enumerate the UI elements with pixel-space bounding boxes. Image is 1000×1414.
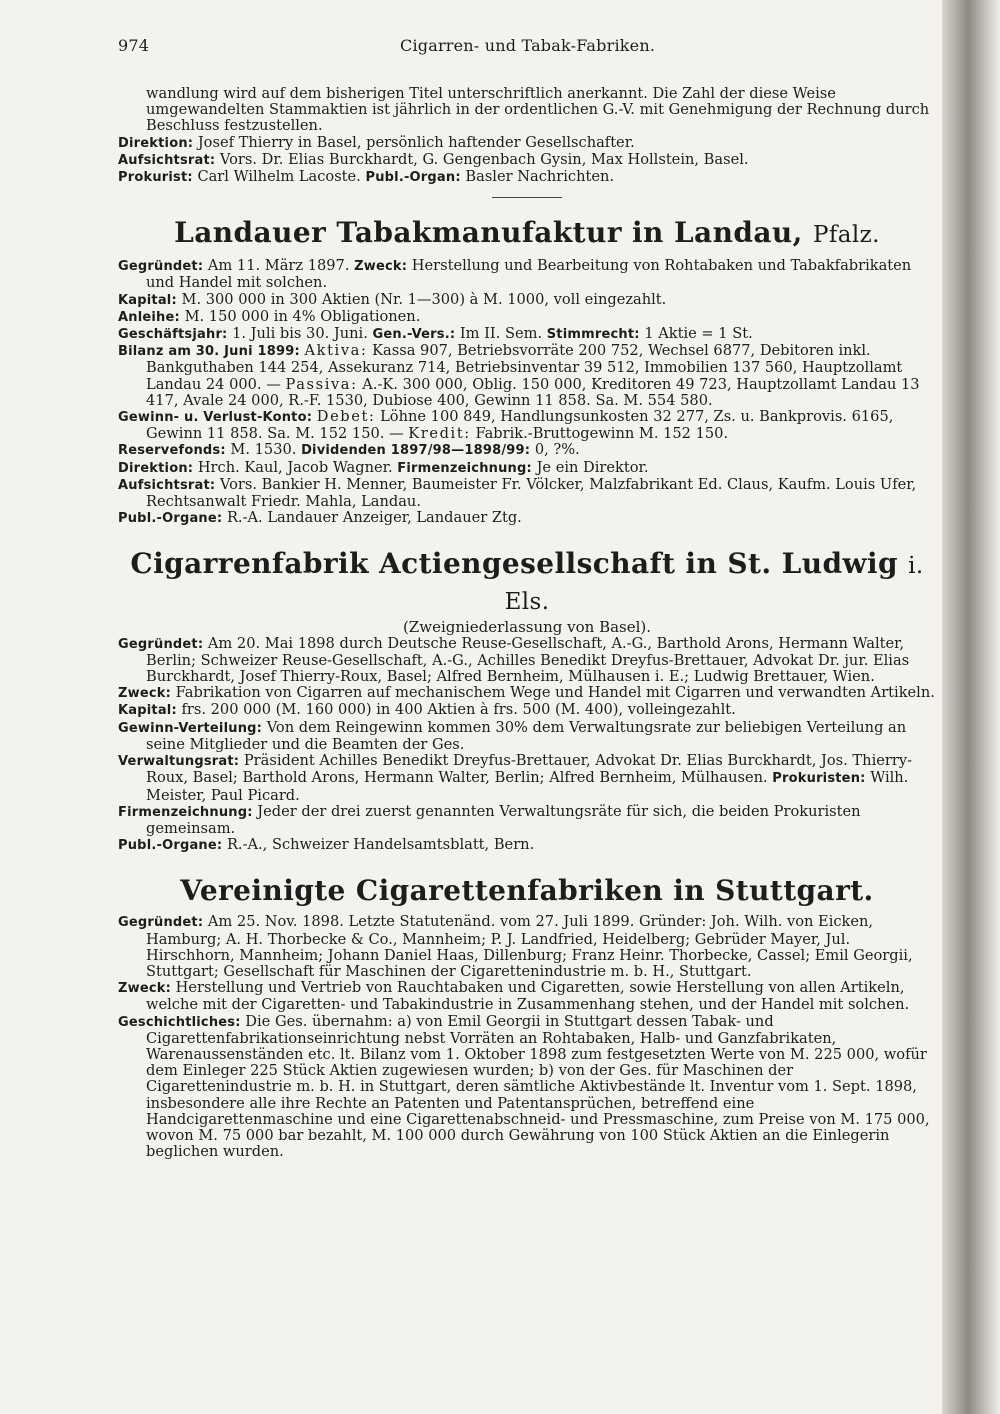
field-label: Prokuristen: xyxy=(772,771,866,787)
field-value: Am 11. März 1897. xyxy=(207,257,350,275)
section-spacer xyxy=(118,527,936,547)
field-label: Anleihe: xyxy=(118,309,180,325)
ludwig-zweck xyxy=(118,685,936,702)
field-label: Publ.-Organ: xyxy=(365,170,461,186)
field-value: 1. Juli bis 30. Juni. xyxy=(232,325,368,343)
field-value: Jeder der drei zuerst genannten Verwaltungsräte für sich, die beiden Prokuristen gemeinsam. xyxy=(146,802,861,837)
field-value: frs. 200 000 (M. 160 000) in 400 Aktien à frs. 500 (M. 400), volleingezahlt. xyxy=(181,701,736,719)
landau-aufsichtsrat xyxy=(118,477,936,510)
entry-title-text: Landauer Tabakmanufaktur in Landau, xyxy=(174,216,803,250)
field-value: Herstellung und Bearbeitung von Rohtabaken und Tabakfabrikaten und Handel mit solchen. xyxy=(146,257,912,292)
field-label: Stimmrecht: xyxy=(546,327,640,343)
field-label: Gegründet: xyxy=(118,636,204,652)
field-value: Wilh. Meister, Paul Picard. xyxy=(146,769,909,804)
entry-landau xyxy=(118,216,936,527)
field-value: Je ein Direktor. xyxy=(536,458,649,476)
field-label: Prokurist: xyxy=(118,170,193,186)
field-label: Geschichtliches: xyxy=(118,1014,241,1030)
field-label: Reservefonds: xyxy=(118,443,226,459)
entry-title-text: Cigarrenfabrik Actiengesellschaft in St. Ludwig xyxy=(130,547,898,581)
field-label: Gegründet: xyxy=(118,915,204,931)
field-label: Aufsichtsrat: xyxy=(118,477,216,493)
running-header xyxy=(118,36,938,60)
field-value: Herstellung und Vertrieb von Rauchtabaken und Cigaretten, sowie Herstellung von allen Artikeln, welche mit der Cigaretten- und Tabakindustrie in Zusammenhang stehen, und der Handel mit solchen. xyxy=(146,979,910,1014)
field-label: Zweck: xyxy=(118,981,172,997)
field-value: Vors. Dr. Elias Burckhardt, G. Gengenbach Gysin, Max Hollstein, Basel. xyxy=(219,150,749,168)
landau-publ xyxy=(118,510,936,527)
field-label: Firmenzeichnung: xyxy=(397,460,532,476)
passiva-label: Passiva: xyxy=(285,375,358,393)
field-label: Kapital: xyxy=(118,292,177,308)
landau-kapital xyxy=(118,292,936,309)
aktiva-label: Aktiva: xyxy=(304,342,368,360)
field-value: 0, ?%. xyxy=(534,441,580,459)
page-gutter-edge xyxy=(942,0,1000,1414)
ludwig-verwaltungsrat xyxy=(118,753,936,804)
entry-title: Vereinigte Cigarettenfabriken in Stuttgart. xyxy=(180,874,874,908)
field-label: Publ.-Organe: xyxy=(118,511,223,527)
field-value: Von dem Reingewinn kommen 30% dem Verwaltungsrate zur beliebigen Verteilung an seine Mitglieder und die Beamten der Ges. xyxy=(146,718,907,753)
field-label: Zweck: xyxy=(354,259,408,275)
field-value: Präsident Achilles Benedikt Dreyfus-Brettauer, Advokat Dr. Elias Burckhardt, Jos. Thierry-Roux, Basel; Barthold Arons, Hermann Walter, Berlin; Alfred Bernheim, Mülhausen. xyxy=(146,752,912,787)
field-value: Josef Thierry in Basel, persönlich haftender Gesellschafter. xyxy=(197,133,635,151)
ludwig-firmenzeichnung xyxy=(118,804,936,837)
field-value: M. 300 000 in 300 Aktien (Nr. 1—300) à M. 1000, voll eingezahlt. xyxy=(181,290,667,308)
page-number: 974 xyxy=(118,36,150,55)
kredit-label: Kredit: xyxy=(408,425,471,443)
carryover-prokurist xyxy=(118,169,936,186)
entry-ludwig xyxy=(118,547,936,854)
field-value: Im II. Sem. xyxy=(459,325,543,343)
field-value: Basler Nachrichten. xyxy=(465,168,615,186)
field-value: Am 20. Mai 1898 durch Deutsche Reuse-Gesellschaft, A.-G., Barthold Arons, Hermann Walter, Berlin; Schweizer Reuse-Gesellschaft, A.-G., Achilles Benedikt Dreyfus-Brettauer, Advokat Dr. jur. Elias Burckhardt, Josef Thierry-Roux, Basel; Alfred Bernheim, Mülhausen i. E.; Ludwig Brettauer, Wien. xyxy=(146,634,910,686)
field-label: Gewinn-Verteilung: xyxy=(118,720,263,736)
landau-geschaeftsjahr xyxy=(118,326,936,343)
landau-direktion xyxy=(118,460,936,477)
field-label: Verwaltungsrat: xyxy=(118,754,240,770)
field-label: Gewinn- u. Verlust-Konto: xyxy=(118,410,313,426)
field-value: Die Ges. übernahm: a) von Emil Georgii in Stuttgart dessen Tabak- und Cigarettenfabrikationseinrichtung nebst Vorräten an Rohtabaken, Halb- und Ganzfabrikaten, Warenaussenständen etc. lt. Bilanz vom 1. Oktober 1898 zum festgesetzten Werte von M. 225 000, wofür dem Einleger 225 Stück Aktien zugewiesen wurden; b) von der Ges. für Maschinen der Cigarettenindustrie m. b. H. in Stuttgart, deren sämtliche Aktivbestände lt. Inventur vom 1. Sept. 1898, insbesondere alle ihre Rechte an Patenten und Patentansprüchen, betreffend eine Handcigarettenmaschine und eine Cigarettenabschneid- und Pressmaschine, zum Preise von M. 175 000, wovon M. 75 000 bar bezahlt, M. 100 000 durch Gewährung von 100 Stück Aktien an die Einlegerin beglichen wurden. xyxy=(146,1012,930,1161)
field-label: Gegründet: xyxy=(118,259,204,275)
landau-bilanz xyxy=(118,343,936,409)
field-value: Hrch. Kaul, Jacob Wagner. xyxy=(197,458,393,476)
carryover-direktion xyxy=(118,135,936,152)
field-label: Direktion: xyxy=(118,135,194,151)
field-label: Bilanz am 30. Juni 1899: xyxy=(118,344,300,360)
field-value: A.-K. 300 000, Oblig. 150 000, Kreditoren 49 723, Hauptzollamt Landau 13 417, Avale 24 000, R.-F. 1530, Dubiose 400, Gewinn 11 858. Sa. M. 554 580. xyxy=(146,375,920,409)
stuttgart-gegruendet xyxy=(118,914,936,980)
field-value: Vors. Bankier H. Menner, Baumeister Fr. Völcker, Malzfabrikant Ed. Claus, Kaufm. Louis Ufer, Rechtsanwalt Friedr. Mahla, Landau. xyxy=(146,475,917,511)
landau-reserve xyxy=(118,442,936,459)
entry-title-suffix: Pfalz. xyxy=(812,222,880,249)
stuttgart-zweck xyxy=(118,980,936,1013)
field-label: Dividenden 1897/98—1898/99: xyxy=(301,443,531,459)
field-value: M. 1530. xyxy=(230,441,297,459)
entry-stuttgart xyxy=(118,874,936,1160)
field-label: Publ.-Organe: xyxy=(118,838,223,854)
field-label: Geschäftsjahr: xyxy=(118,327,228,343)
field-value: Am 25. Nov. 1898. Letzte Statutenänd. vom 27. Juli 1899. Gründer: Joh. Wilh. von Eicken, Hamburg; A. H. Thorbecke & Co., Mannheim; P. J. Landfried, Heidelberg; Gebrüder Mayer, Jul. Hirschhorn, Mannheim; Johann Daniel Haas, Dillenburg; Franz Heinr. Thorbecke, Cassel; Emil Georgii, Stuttgart; Gesellschaft für Maschinen der Cigarettenindustrie m. b. H., Stuttgart. xyxy=(146,913,913,980)
ludwig-gegruendet xyxy=(118,636,936,686)
field-label: Gen.-Vers.: xyxy=(372,327,456,343)
carryover-aufsichtsrat xyxy=(118,152,936,169)
carryover-text: wandlung wird auf dem bisherigen Titel unterschriftlich anerkannt. Die Zahl der diese Weise umgewandelten Stammaktien ist jährlich in der ordentlichen G.-V. mit Genehmigung der Rechnung durch Beschluss festzustellen. xyxy=(146,85,930,135)
field-label: Kapital: xyxy=(118,703,177,719)
field-value: Kassa 907, Betriebsvorräte 200 752, Wechsel 6877, Debitoren inkl. Bankguthaben 144 254, Assekuranz 714, Betriebsinventar 39 512, Immobilien 137 560, Hauptzollamt Landau 24 000. — xyxy=(146,342,903,393)
carryover-entry xyxy=(118,86,936,186)
field-value: Fabrik.-Bruttogewinn M. 152 150. xyxy=(475,425,729,443)
landau-anleihe xyxy=(118,309,936,326)
section-divider xyxy=(492,197,562,198)
landau-gegruendet xyxy=(118,258,936,291)
ludwig-kapital xyxy=(118,702,936,719)
field-label: Direktion: xyxy=(118,460,194,476)
field-value: Carl Wilhelm Lacoste. xyxy=(197,168,361,186)
section-spacer xyxy=(118,854,936,874)
field-value: Fabrikation von Cigarren auf mechanischem Wege und Handel mit Cigarren und verwandten Artikeln. xyxy=(175,684,935,702)
stuttgart-geschichtliches xyxy=(118,1014,936,1161)
entry-title xyxy=(118,547,936,619)
entry-subtitle: (Zweigniederlassung von Basel). xyxy=(402,618,652,637)
field-value: R.-A. Landauer Anzeiger, Landauer Ztg. xyxy=(226,509,522,527)
field-value: 1 Aktie = 1 St. xyxy=(644,325,753,343)
ludwig-publ xyxy=(118,837,936,854)
ludwig-gewinnverteilung xyxy=(118,720,936,753)
field-value: M. 150 000 in 4% Obligationen. xyxy=(184,307,421,325)
page-content xyxy=(118,86,936,1160)
running-title: Cigarren- und Tabak-Fabriken. xyxy=(400,36,656,55)
field-value: R.-A., Schweizer Handelsamtsblatt, Bern. xyxy=(226,836,535,854)
entry-title-suffix: i. Els. xyxy=(504,553,924,616)
field-label: Zweck: xyxy=(118,686,172,702)
landau-guv xyxy=(118,409,936,442)
debet-label: Debet: xyxy=(316,408,376,426)
entry-title xyxy=(118,216,936,252)
field-label: Aufsichtsrat: xyxy=(118,152,216,168)
field-label: Firmenzeichnung: xyxy=(118,804,253,820)
field-value: Löhne 100 849, Handlungsunkosten 32 277, Zs. u. Bankprovis. 6165, Gewinn 11 858. Sa. M. 152 150. — xyxy=(146,408,894,443)
